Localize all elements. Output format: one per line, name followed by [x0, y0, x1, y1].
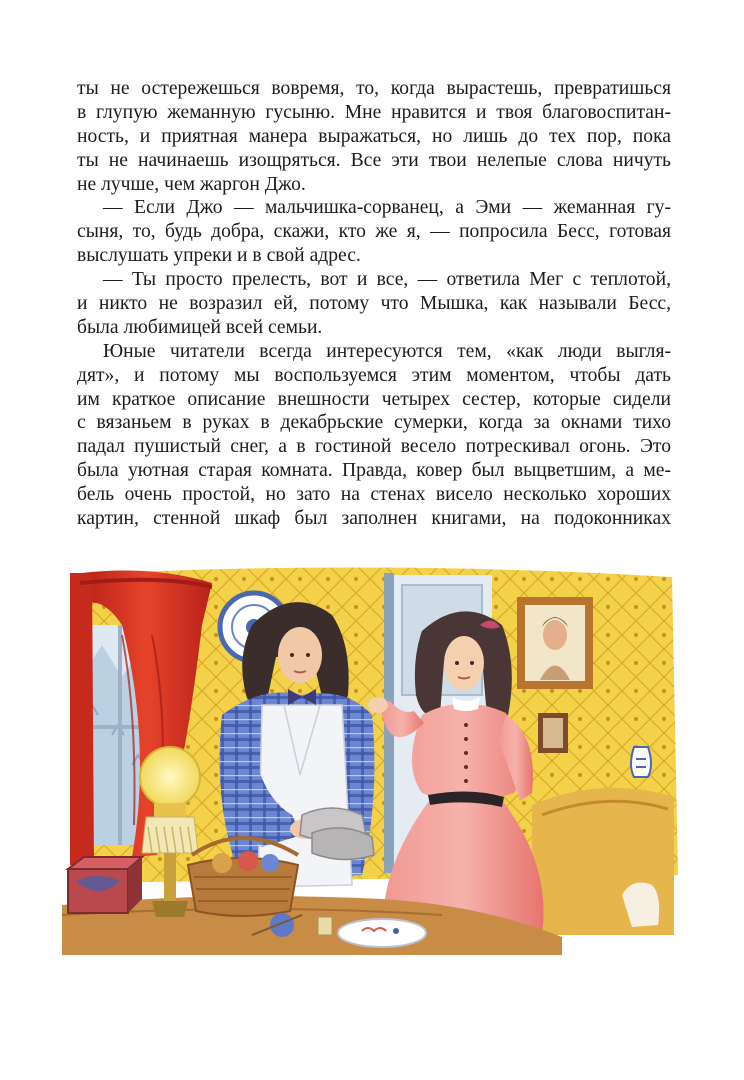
- small-picture: [538, 713, 568, 753]
- text-line: и никто не возразил ей, потому что Мышка, как называли Бесс,: [77, 293, 671, 315]
- text-line: с вязаньем в руках в декабрьские сумерки, когда за окнами тихо: [77, 412, 671, 434]
- text-line: сыня, то, будь добра, скажи, кто же я, — попросила Бесс, готовая: [77, 221, 671, 243]
- text-line: дят», и потому мы воспользуемся этим моментом, чтобы дать: [77, 364, 671, 386]
- text-line: ты не остережешься вовремя, то, когда вырастешь, превратишься: [77, 78, 671, 99]
- oil-lamp: [140, 747, 200, 917]
- text-line: — Если Джо — мальчишка-сорванец, а Эми — жеманная гу-: [103, 197, 671, 219]
- text-line: ты не начинаешь изощряться. Все эти твои нелепые слова ничуть: [77, 149, 671, 171]
- decorated-box: [68, 857, 142, 913]
- text-line: падал пушистый снег, а в гостиной весело потрескивал огонь. Это: [77, 436, 671, 458]
- sofa: [532, 788, 674, 935]
- text-line: картин, стенной шкаф был заполнен книгами, на подоконниках: [77, 508, 671, 530]
- text-line: в глупую жеманную гусыню. Мне нравится и твоя благовоспитан-: [77, 101, 671, 123]
- illustration-svg: [62, 565, 682, 955]
- text-line: Юные читатели всегда интересуются тем, «как люди выгля-: [103, 340, 671, 362]
- text-line: была уютная старая комната. Правда, ковер был выцветшим, а ме-: [77, 460, 671, 482]
- text-line: ность, и приятная манера выражаться, но лишь до тех пор, пока: [77, 125, 671, 147]
- illustration-two-sisters: [62, 565, 682, 955]
- body-text: [77, 77, 671, 531]
- small-vase: [631, 747, 651, 777]
- text-line: не лучше, чем жаргон Джо.: [77, 173, 306, 195]
- text-line: им краткое описание внешности четырех сестер, которые сидели: [77, 388, 671, 410]
- text-line: — Ты просто прелесть, вот и все, — ответила Мег с теплотой,: [103, 269, 671, 291]
- text-line: выслушать упреки и в свой адрес.: [77, 245, 361, 267]
- framed-portrait: [517, 597, 593, 689]
- text-line: была любимицей всей семьи.: [77, 316, 323, 338]
- text-line: бель очень простой, но зато на стенах висело несколько хороших: [77, 484, 671, 506]
